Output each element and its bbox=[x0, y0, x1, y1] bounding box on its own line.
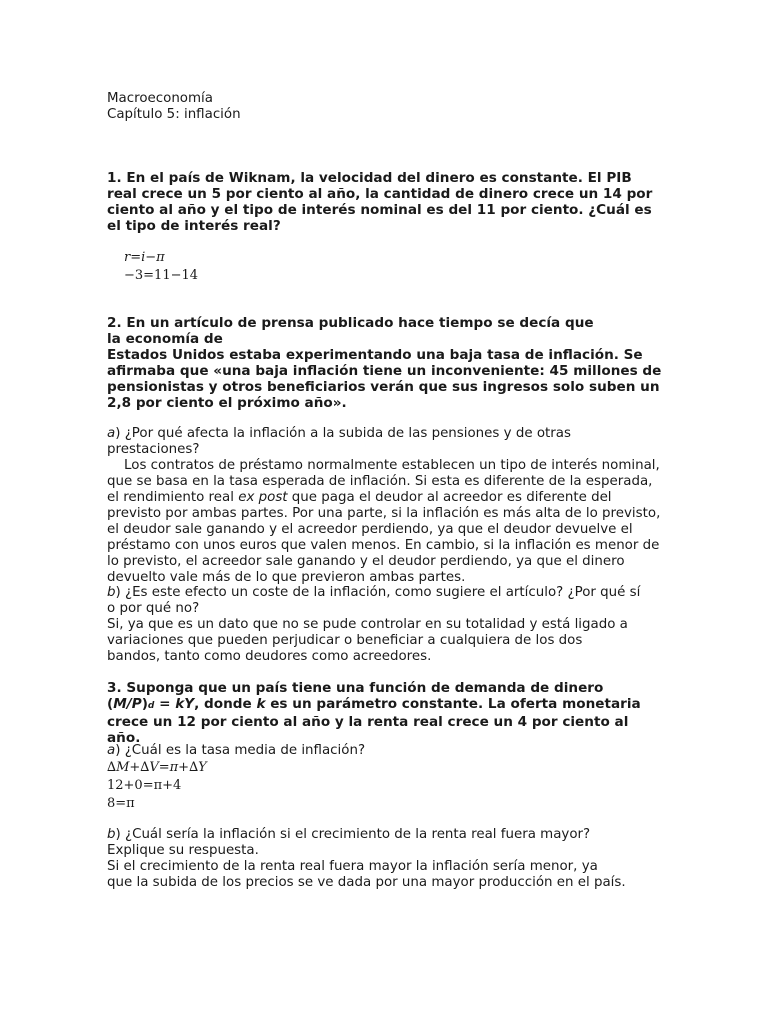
question-3-title-part1: 3. Suponga que un país tiene una función de demanda de dinero ( bbox=[107, 680, 604, 712]
question-3a-label: a bbox=[107, 743, 116, 758]
question-1-title: 1. En el país de Wiknam, la velocidad del dinero es constante. El PIB real crece un 5 por ciento al año, la cantidad de dinero crece un 14 por ciento al año y el tipo de interés nominal es del 11 por ciento. ¿Cuál es el tipo de interés real? bbox=[107, 170, 653, 234]
equation-quantity-theory: ∆M+∆V=π+∆Y bbox=[107, 760, 207, 775]
question-2b bbox=[107, 585, 647, 665]
question-2-title-line1: 2. En un artículo de prensa publicado hace tiempo se decía que la economía de bbox=[107, 315, 594, 347]
question-3b bbox=[107, 827, 627, 891]
question-3a-prompt bbox=[107, 743, 667, 759]
equation-real-rate-values: −3=11−14 bbox=[124, 268, 199, 283]
question-3a bbox=[107, 743, 667, 813]
question-3-title-part3: = bbox=[154, 696, 176, 712]
question-3b-label: b bbox=[107, 827, 116, 842]
question-3b-prompt bbox=[107, 827, 627, 859]
question-3-title bbox=[107, 680, 655, 746]
question-2b-text: ) ¿Es este efecto un coste de la inflación, como sugiere el artículo? ¿Por qué sí o por qué no? bbox=[107, 585, 641, 616]
question-2a-answer bbox=[107, 458, 663, 586]
question-2a-prompt bbox=[107, 426, 663, 458]
question-3-title-part5: es un parámetro constante. La oferta monetaria crece un 12 por ciento al año y la renta real crece un 4 por ciento al año. bbox=[107, 696, 641, 746]
question-2b-label: b bbox=[107, 585, 116, 600]
question-2a-answer-part2: que paga el deudor al acreedor es diferente del previsto por ambas partes. Por una parte, si la inflación es más alta de lo previsto, el deudor sale ganando y el acreedor perdiendo, ya que el deudor devuelve el préstamo con unos euros que valen menos. En cambio, si la inflación es menor de lo previsto, el acreedor sale ganando y el deudor perdiendo, ya que el dinero devuelto vale más de lo que previeron ambas partes. bbox=[107, 490, 665, 585]
document-header bbox=[107, 91, 667, 123]
chapter-title: Capítulo 5: inflación bbox=[107, 107, 241, 122]
question-2a bbox=[107, 426, 663, 586]
equation-inflation-result: 8=π bbox=[107, 796, 135, 811]
question-2a-answer-ex-post: ex post bbox=[238, 490, 288, 505]
question-2a-text: ) ¿Por qué afecta la inflación a la subida de las pensiones y de otras prestaciones? bbox=[107, 426, 571, 457]
question-3-title-k: k bbox=[256, 696, 266, 712]
question-3b-answer: Si el crecimiento de la renta real fuera mayor la inflación sería menor, ya que la subida de los precios se ve dada por una mayor producción en el país. bbox=[107, 859, 626, 890]
question-2b-answer: Si, ya que es un dato que no se pude controlar en su totalidad y está ligado a variaciones que pueden perjudicar o beneficiar a cualquiera de los dos bandos, tanto como deudores como acreedores. bbox=[107, 617, 628, 664]
question-2a-answer-part1: Los contratos de préstamo normalmente establecen un tipo de interés nominal, que se basa en la tasa esperada de inflación. Si esta es diferente de la esperada, el rendimiento real bbox=[107, 458, 665, 505]
question-3a-text: ) ¿Cuál es la tasa media de inflación? bbox=[115, 743, 366, 758]
question-3b-text: ) ¿Cuál sería la inflación si el crecimiento de la renta real fuera mayor? Explique su respuesta. bbox=[107, 827, 591, 858]
equation-real-rate: r=i−π bbox=[124, 250, 165, 265]
question-2b-prompt bbox=[107, 585, 647, 617]
question-1-equations bbox=[124, 249, 684, 285]
question-3-title-part4: , donde bbox=[194, 696, 257, 712]
question-3-title-part2: ) bbox=[141, 696, 148, 712]
equation-quantity-values: 12+0=π+4 bbox=[107, 778, 182, 793]
course-title: Macroeconomía bbox=[107, 91, 213, 106]
question-3-title-subscript-d: d bbox=[147, 701, 155, 711]
question-2-title-rest: Estados Unidos estaba experimentando una baja tasa de inflación. Se afirmaba que «una baja inflación tiene un inconveniente: 45 millones de pensionistas y otros beneficiarios verán que sus ingresos solo suben un 2,8 por ciento el próximo año». bbox=[107, 347, 662, 411]
question-2-title bbox=[107, 315, 663, 411]
question-3-title-ky: kY bbox=[175, 696, 195, 712]
question-2a-label: a bbox=[107, 426, 116, 441]
question-3-title-mp: M/P bbox=[113, 696, 142, 712]
